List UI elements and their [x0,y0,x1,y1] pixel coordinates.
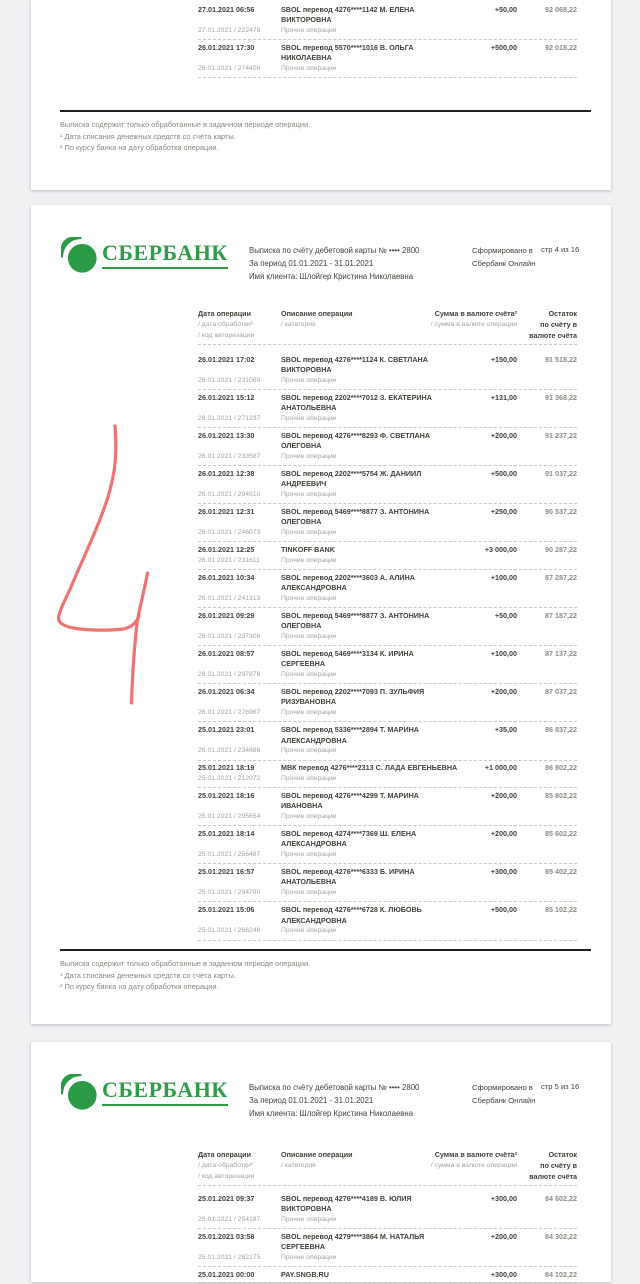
statement-page-4 [31,205,611,1024]
transaction-auth-code: 25.01.2021 / 266246 [198,927,261,934]
transaction-auth-code: 27.01.2021 / 222478 [198,26,261,34]
transaction-category: Прочие операции [281,774,337,782]
col-date-header: Дата операции / дата обработки¹ / код авторизации [198,309,255,339]
transaction-row [198,864,577,902]
footer-divider [60,110,591,112]
transaction-datetime: 25.01.2021 00:00 [198,1269,255,1279]
transaction-description: SBOL перевод 4276****4189 В. ЮЛИЯ [281,1193,412,1203]
transaction-description-cont: АЛЕКСАНДРОВНА [281,839,347,849]
transaction-desc-cell [281,545,443,566]
transaction-row [198,761,577,789]
transaction-datetime: 27.01.2021 06:56 [198,4,255,14]
transaction-description-cont: АЛЕКСАНДРОВНА [281,915,347,925]
transaction-dates-cell [198,829,281,861]
transaction-description-cont: АЛЕКСАНДРОВНА [281,735,347,745]
transaction-row [198,722,577,760]
statement-client: Имя клиента: Шлойгер Кристина Николаевна [249,1109,414,1119]
transaction-description: SBOL перевод 2202****5754 Ж. ДАНИИЛ [281,468,422,478]
transaction-desc-cell [281,1232,443,1264]
transaction-desc-cell [281,431,443,463]
transaction-auth-code: 26.01.2021 / 246073 [198,528,261,536]
transaction-description: SBOL перевод 4274****7369 Ш. ЕЛЕНА [281,828,417,838]
transaction-amount: +50,00 [494,610,517,620]
statement-client: Имя клиента: Шлойгер Кристина Николаевна [249,272,414,282]
transaction-amount: +500,00 [490,905,517,914]
transaction-datetime: 26.01.2021 09:29 [198,610,255,620]
transaction-description: SBOL перевод 2202****3603 А. АЛИНА [281,572,415,582]
transaction-amount: +100,00 [490,648,517,658]
transaction-row [198,542,577,570]
transaction-auth-code: 25.01.2021 / 212072 [198,774,261,782]
transaction-row [198,40,577,78]
transaction-balance: 87 287,22 [545,572,577,582]
transaction-amount: +200,00 [490,828,517,838]
transaction-datetime: 26.01.2021 17:02 [198,354,255,364]
transaction-row [198,2,577,40]
transaction-datetime: 25.01.2021 23:01 [198,725,255,735]
transaction-category: Прочие операции [281,927,337,934]
transaction-auth-code: 25.01.2021 / 254187 [198,1215,261,1223]
transaction-balance: 92 068,22 [545,4,577,14]
transaction-dates-cell [198,43,281,75]
transaction-category: Прочие операции [281,670,337,678]
transaction-amount: +50,00 [494,4,517,14]
transaction-datetime: 26.01.2021 12:38 [198,468,255,478]
footer-divider [60,949,591,951]
transaction-description-cont: ОЛЕГОВНА [281,441,322,451]
col-balance-header: Остаток по счёту в валюте счёта [529,309,577,340]
footnote: Выписка содержит только обработанные в заданном периоде операции. [60,959,311,968]
footnote: ¹ Дата списания денежных средств со счёта карты. [60,131,236,141]
transaction-desc-cell [281,763,458,784]
transaction-amount: +300,00 [490,1269,517,1279]
transaction-auth-code: 26.01.2021 / 241313 [198,594,261,602]
transaction-balance: 85 102,22 [545,905,577,914]
transaction-category: Прочие операции [281,632,337,640]
transaction-datetime: 26.01.2021 15:12 [198,392,255,402]
transaction-description: SBOL перевод 5469****8877 З. АНТОНИНА [281,506,430,516]
transaction-category: Прочие операции [281,594,337,602]
transaction-amount: +200,00 [490,790,517,800]
transaction-description-cont: АНДРЕЕВИЧ [281,479,327,489]
transaction-description-cont: НИКОЛАЕВНА [281,53,332,63]
transaction-datetime: 26.01.2021 12:25 [198,545,255,555]
transaction-category: Прочие операции [281,850,337,858]
transaction-amount: +250,00 [490,506,517,516]
transaction-description-cont: РИЗУВАНОВНА [281,697,337,707]
transaction-desc-cell [281,507,443,539]
statement-meta [249,1081,419,1121]
transaction-auth-code: 26.01.2021 / 231069 [198,376,261,384]
transaction-description: SBOL перевод 5469****8877 З. АНТОНИНА [281,610,430,620]
transaction-row [198,684,577,722]
transaction-auth-code: 26.01.2021 / 271237 [198,414,261,422]
transaction-amount: +150,00 [490,354,517,364]
transaction-category: Прочие операции [281,452,337,460]
transaction-description-cont: АЛЕКСАНДРОВНА [281,583,347,593]
table-header [198,309,577,345]
page-number: стр 4 из 16 [541,245,580,254]
col-description-header: Описание операции / категория [281,309,353,328]
transaction-auth-code: 25.01.2021 / 256487 [198,850,261,858]
transaction-category: Прочие операции [281,1215,337,1223]
transaction-description: SBOL перевод 4276****1142 М. ЕЛЕНА [281,4,415,14]
footnote: Выписка содержит только обработанные в заданном периоде операции. [60,120,311,129]
transaction-balance: 84 302,22 [545,1231,577,1241]
sberbank-logo-icon [61,237,98,279]
transaction-amount: +300,00 [490,1193,517,1203]
transaction-desc-cell [281,867,443,899]
transaction-desc-cell [281,687,443,719]
bank-wordmark: СБЕРБАНК [102,240,228,269]
transaction-description-cont: АНАТОЛЬЕВНА [281,877,337,887]
transaction-dates-cell [198,431,281,463]
generated-in: Сформировано в Сбербанк Онлайн [472,246,536,268]
transaction-amount: +200,00 [490,1231,517,1241]
transaction-description: МВК перевод 4276****2313 С. ЛАДА ЕВГЕНЬЕВНА [281,763,458,773]
transaction-amount: +300,00 [490,866,517,876]
transaction-desc-cell [281,1194,443,1226]
transaction-amount: +100,00 [490,572,517,582]
transaction-row [198,826,577,864]
transaction-description: SBOL перевод 5336****2894 Т. МАРИНА [281,725,419,735]
transaction-amount: +131,00 [490,392,517,402]
transaction-description-cont: АНАТОЛЬЕВНА [281,403,337,413]
transaction-row [198,608,577,646]
transaction-row [198,788,577,826]
transaction-category: Прочие операции [281,812,337,820]
transaction-description: SBOL перевод 4279****3864 М. НАТАЛЬЯ [281,1231,425,1241]
transaction-dates-cell [198,469,281,501]
transaction-description: SBOL перевод 4276****8293 Ф. СВЕТЛАНА [281,430,431,440]
transaction-dates-cell [198,905,281,937]
transaction-desc-cell [281,725,443,757]
transaction-dates-cell [198,687,281,719]
transaction-row [198,1229,577,1267]
transaction-row [198,390,577,428]
transaction-auth-code: 25.01.2021 / 294780 [198,888,261,896]
sberbank-logo-icon [61,1074,98,1116]
transaction-row [198,1267,577,1284]
transaction-datetime: 25.01.2021 18:14 [198,828,255,838]
transaction-datetime: 25.01.2021 18:16 [198,790,255,800]
transaction-datetime: 26.01.2021 13:30 [198,430,255,440]
transaction-description-cont: СЕРГЕЕВНА [281,1242,326,1252]
transaction-description-cont: СЕРГЕЕВНА [281,659,326,669]
transaction-dates-cell [198,1270,281,1281]
transaction-datetime: 26.01.2021 08:57 [198,648,255,658]
transaction-description: SBOL перевод 2202****7012 З. ЕКАТЕРИНА [281,392,432,402]
transaction-datetime: 25.01.2021 15:06 [198,905,255,914]
transaction-auth-code: 25.01.2021 / 262275 [198,1253,261,1261]
transaction-category: Прочие операции [281,414,337,422]
transaction-description: SBOL перевод 4276****1124 К. СВЕТЛАНА [281,354,428,364]
transaction-auth-code: 26.01.2021 / 237306 [198,632,261,640]
transaction-datetime: 26.01.2021 17:30 [198,42,255,52]
transaction-desc-cell [281,393,443,425]
statement-period: За период 01.01.2021 - 31.01.2021 [249,1096,374,1106]
transaction-desc-cell [281,43,443,75]
transaction-auth-code: 26.01.2021 / 274408 [198,64,261,72]
transaction-dates-cell [198,867,281,899]
transaction-description: SBOL перевод 5570****1016 В. ОЛЬГА [281,42,414,52]
transactions-table [198,352,577,941]
transaction-amount: +200,00 [490,430,517,440]
transaction-category: Прочие операции [281,376,337,384]
col-balance-header: Остаток по счёту в валюте счёта [529,1150,577,1181]
transaction-dates-cell [198,1194,281,1226]
transaction-desc-cell [281,5,443,37]
footnote: ² По курсу банка на дату обработки операции. [60,143,219,153]
col-description-header: Описание операции / категория [281,1150,353,1169]
transaction-category: Прочие операции [281,1253,337,1261]
statement-page-5 [31,1042,611,1282]
transaction-row [198,1191,577,1229]
transaction-category: Прочие операции [281,64,337,72]
transaction-datetime: 25.01.2021 03:58 [198,1231,255,1241]
transaction-desc-cell [281,469,443,501]
transaction-description: PAY.SNGB.RU [281,1269,329,1279]
transaction-dates-cell [198,1232,281,1264]
transaction-amount: +1 000,00 [484,763,517,773]
transaction-category: Прочие операции [281,528,337,536]
page-number: стр 5 из 16 [541,1082,580,1091]
transaction-balance: 86 802,22 [545,763,577,773]
col-amount-header: Сумма в валюте счёта² / сумма в валюте операции [430,1150,517,1169]
transaction-balance: 85 402,22 [545,866,577,876]
transaction-dates-cell [198,355,281,387]
statement-meta [249,244,419,284]
transaction-description: SBOL перевод 5469****3134 К. ИРИНА [281,648,414,658]
transaction-balance: 91 237,22 [545,430,577,440]
transaction-dates-cell [198,573,281,605]
page-footer [60,110,591,154]
transaction-dates-cell [198,763,281,784]
transaction-row [198,428,577,466]
transaction-auth-code: 26.01.2021 / 294510 [198,490,261,498]
transaction-row [198,504,577,542]
transaction-description-cont: ВИКТОРОВНА [281,1204,332,1214]
transaction-row [198,570,577,608]
transaction-dates-cell [198,725,281,757]
transactions-table [198,1191,577,1284]
transaction-description: SBOL перевод 4276****6333 Б. ИРИНА [281,866,415,876]
transaction-datetime: 26.01.2021 10:34 [198,572,255,582]
transactions-table [198,2,577,78]
transaction-desc-cell [281,829,443,861]
transaction-auth-code: 26.01.2021 / 231611 [198,556,260,564]
transaction-auth-code: 25.01.2021 / 295654 [198,812,261,820]
transaction-description-cont: ВИКТОРОВНА [281,15,332,25]
transaction-category: Прочие операции [281,26,337,34]
transaction-desc-cell [281,611,443,643]
transaction-desc-cell [281,791,443,823]
transaction-desc-cell [281,355,443,387]
transaction-datetime: 25.01.2021 16:57 [198,866,255,876]
transaction-balance: 87 137,22 [545,648,577,658]
transaction-desc-cell [281,649,443,681]
transaction-dates-cell [198,5,281,37]
transaction-auth-code: 26.01.2021 / 297876 [198,670,261,678]
transaction-desc-cell [281,905,443,937]
page-footer [60,949,591,993]
transaction-dates-cell [198,649,281,681]
transaction-datetime: 26.01.2021 06:34 [198,686,255,696]
statement-title: Выписка по счёту дебетовой карты № •••• 2800 [249,1083,420,1092]
statement-period: За период 01.01.2021 - 31.01.2021 [249,259,374,269]
transaction-amount: +500,00 [490,42,517,52]
transaction-description: SBOL перевод 2202****7093 П. ЗУЛЬФИЯ [281,686,425,696]
transaction-balance: 84 102,22 [545,1269,577,1279]
transaction-amount: +3 000,00 [484,545,517,555]
transaction-row [198,352,577,390]
transaction-description-cont: ОЛЕГОВНА [281,621,322,631]
transaction-balance: 86 837,22 [545,725,577,735]
transaction-balance: 85 802,22 [545,790,577,800]
col-amount-header: Сумма в валюте счёта² / сумма в валюте операции [430,309,517,328]
transaction-auth-code: 26.01.2021 / 276967 [198,708,261,716]
transaction-description-cont: ИВАНОВНА [281,801,323,811]
transaction-dates-cell [198,393,281,425]
col-date-header: Дата операции / дата обработки¹ / код авторизации [198,1150,255,1180]
transaction-balance: 91 518,22 [545,354,577,364]
transaction-amount: +200,00 [490,686,517,696]
transaction-dates-cell [198,507,281,539]
statement-title: Выписка по счёту дебетовой карты № •••• 2800 [249,246,420,255]
transaction-balance: 84 602,22 [545,1193,577,1203]
transaction-description: SBOL перевод 4276****6728 К. ЛЮБОВЬ [281,905,422,914]
generated-in: Сформировано в Сбербанк Онлайн [472,1083,536,1105]
transaction-row [198,646,577,684]
transaction-balance: 87 187,22 [545,610,577,620]
transaction-balance: 91 037,22 [545,468,577,478]
statement-page-3-partial [31,0,611,190]
transaction-description-cont: ВИКТОРОВНА [281,365,332,375]
transaction-auth-code: 26.01.2021 / 234686 [198,747,261,755]
transaction-datetime: 25.01.2021 18:19 [198,763,255,773]
transaction-desc-cell [281,573,443,605]
transaction-balance: 90 287,22 [545,545,577,555]
bank-wordmark: СБЕРБАНК [102,1077,228,1106]
transaction-balance: 85 602,22 [545,828,577,838]
transaction-dates-cell [198,611,281,643]
transaction-row [198,902,577,940]
transaction-category: Прочие операции [281,708,337,716]
transaction-balance: 91 368,22 [545,392,577,402]
transaction-description: TINKOFF BANK [281,545,335,555]
table-header [198,1150,577,1186]
transaction-dates-cell [198,545,281,566]
transaction-balance: 92 018,22 [545,42,577,52]
transaction-description-cont: ОЛЕГОВНА [281,517,322,527]
transaction-datetime: 25.01.2021 09:37 [198,1193,255,1203]
transaction-amount: +500,00 [490,468,517,478]
transaction-row [198,466,577,504]
footnote: ¹ Дата списания денежных средств со счёта карты. [60,970,236,980]
transaction-category: Прочие операции [281,747,337,755]
transaction-auth-code: 26.01.2021 / 233587 [198,452,261,460]
transaction-category: Прочие операции [281,556,337,564]
transaction-balance: 87 037,22 [545,686,577,696]
transaction-category: Прочие операции [281,490,337,498]
footnote: ² По курсу банка на дату обработки операции. [60,982,219,992]
transaction-amount: +35,00 [494,725,517,735]
transaction-datetime: 26.01.2021 12:31 [198,506,255,516]
transaction-description: SBOL перевод 4276****4299 Т. МАРИНА [281,790,419,800]
transaction-desc-cell [281,1270,443,1281]
transaction-dates-cell [198,791,281,823]
transaction-category: Прочие операции [281,888,337,896]
transaction-balance: 90 537,22 [545,506,577,516]
